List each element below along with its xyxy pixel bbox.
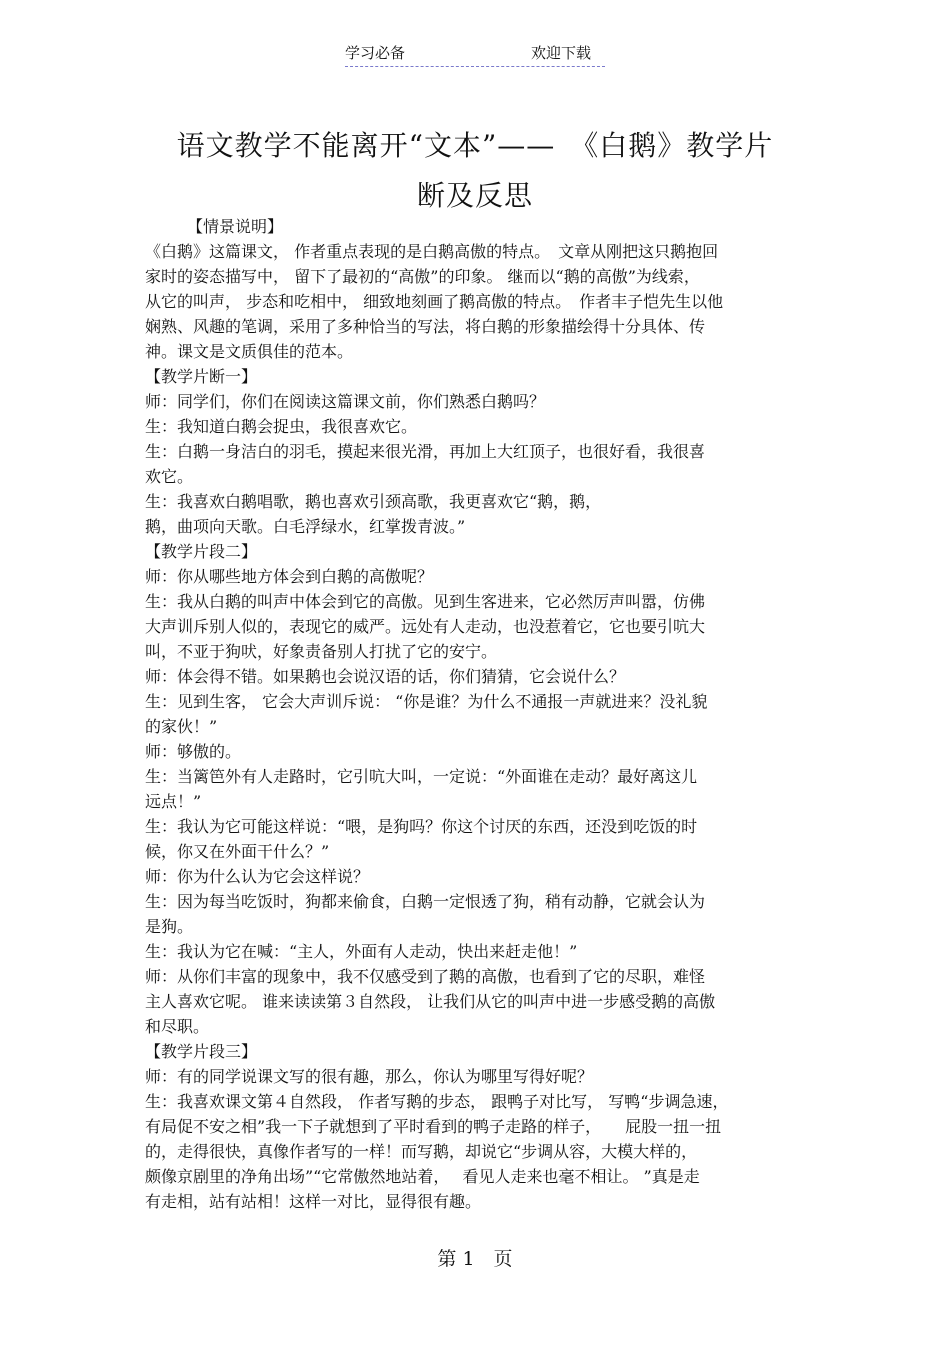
dialogue-line: 主人喜欢它呢。 谁来读读第３自然段， 让我们从它的叫声中进一步感受鹅的高傲 [145,992,716,1011]
dialogue-line: 师：有的同学说课文写的很有趣，那么，你认为哪里写得好呢？ [145,1067,594,1086]
dialogue-line: 的家伙！” [145,717,218,736]
dialogue-line: 大声训斥别人似的，表现它的威严。远处有人走动，也没惹着它，它也要引吭大 [145,617,706,636]
dialogue-line: 叫，不亚于狗吠，好象责备别人打扰了它的安宁。 [145,642,498,661]
dialogue-line: 生：因为每当吃饭时，狗都来偷食，白鹅一定恨透了狗，稍有动静，它就会认为 [145,892,706,911]
dialogue-line: 师：够傲的。 [145,742,242,761]
dialogue-line: 候，你又在外面干什么？” [145,842,330,861]
paragraph-line: 神。课文是文质俱佳的范本。 [145,342,354,361]
dialogue-line: 远点！” [145,792,202,811]
dialogue-line: 和尽职。 [145,1017,210,1036]
paragraph-line: 娴熟、风趣的笔调，采用了多种恰当的写法，将白鹅的形象描绘得十分具体、传 [145,317,706,336]
page-number: 第 1 页 [437,1248,513,1270]
dialogue-line: 生：白鹅一身洁白的羽毛，摸起来很光滑，再加上大红顶子，也很好看，我很喜 [145,442,706,461]
section-heading: 【情景说明】 [187,217,284,236]
dialogue-line: 师：你从哪些地方体会到白鹅的高傲呢？ [145,567,434,586]
dialogue-line: 师：从你们丰富的现象中，我不仅感受到了鹅的高傲，也看到了它的尽职，难怪 [145,967,706,986]
dialogue-line: 生：我认为它可能这样说：“喂，是狗吗？你这个讨厌的东西，还没到吃饭的时 [145,817,698,836]
document-body [145,214,810,1214]
dialogue-line: 有走相，站有站相！这样一对比，显得很有趣。 [145,1192,482,1211]
dialogue-line: 有局促不安之相”我一下子就想到了平时看到的鸭子走路的样子， 屁股一扭一扭 [145,1117,722,1136]
document-title-line-1: 语文教学不能离开“文本”—— 《白鹅》教学片 [176,129,774,162]
dialogue-line: 生：我喜欢课文第４自然段， 作者写鹅的步态， 跟鸭子对比写， 写鸭“步调急速， [145,1092,729,1111]
dialogue-line: 的，走得很快，真像作者写的一样！而写鹅，却说它“步调从容，大模大样的， [145,1142,698,1161]
dialogue-line: 生：我知道白鹅会捉虫，我很喜欢它。 [145,417,418,436]
paragraph-line: 《白鹅》这篇课文， 作者重点表现的是白鹅高傲的特点。 文章从刚把这只鹅抱回 [145,242,719,261]
paragraph-line: 从它的叫声， 步态和吃相中， 细致地刻画了鹅高傲的特点。 作者丰子恺先生以他 [145,292,724,311]
dialogue-line: 生：我从白鹅的叫声中体会到它的高傲。见到生客进来，它必然厉声叫嚣，仿佛 [145,592,706,611]
dialogue-line: 生：我喜欢白鹅唱歌，鹅也喜欢引颈高歌，我更喜欢它“鹅，鹅， [145,492,602,511]
dialogue-line: 颇像京剧里的净角出场”“它常傲然地站着， 看见人走来也毫不相让。 ”真是走 [145,1167,700,1186]
dialogue-line: 生：我认为它在喊：“主人，外面有人走动，快出来赶走他！” [145,942,578,961]
section-heading: 【教学片段三】 [145,1042,258,1061]
dialogue-line: 是狗。 [145,917,194,936]
paragraph-line: 家时的姿态描写中， 留下了最初的“高傲”的印象。 继而以“鹅的高傲”为线索， [145,267,700,286]
dialogue-line: 鹅，曲项向天歌。白毛浮绿水，红掌拨青波。” [145,517,466,536]
dialogue-line: 师：你为什么认为它会这样说？ [145,867,370,886]
section-heading: 【教学片断一】 [145,367,258,386]
page-header [345,40,605,67]
section-heading: 【教学片段二】 [145,542,258,561]
header-left-text: 学习必备 [345,44,406,62]
document-title-line-2: 断及反思 [416,179,533,212]
dialogue-line: 师：同学们，你们在阅读这篇课文前，你们熟悉白鹅吗？ [145,392,546,411]
dialogue-line: 生：当篱笆外有人走路时，它引吭大叫，一定说：“外面谁在走动？最好离这儿 [145,767,698,786]
dialogue-line: 欢它。 [145,467,194,486]
header-right-text: 欢迎下载 [531,44,592,62]
dialogue-line: 生：见到生客， 它会大声训斥说： “你是谁？为什么不通报一声就进来？没礼貌 [145,692,708,711]
dialogue-line: 师：体会得不错。如果鹅也会说汉语的话，你们猜猜，它会说什么？ [145,667,626,686]
